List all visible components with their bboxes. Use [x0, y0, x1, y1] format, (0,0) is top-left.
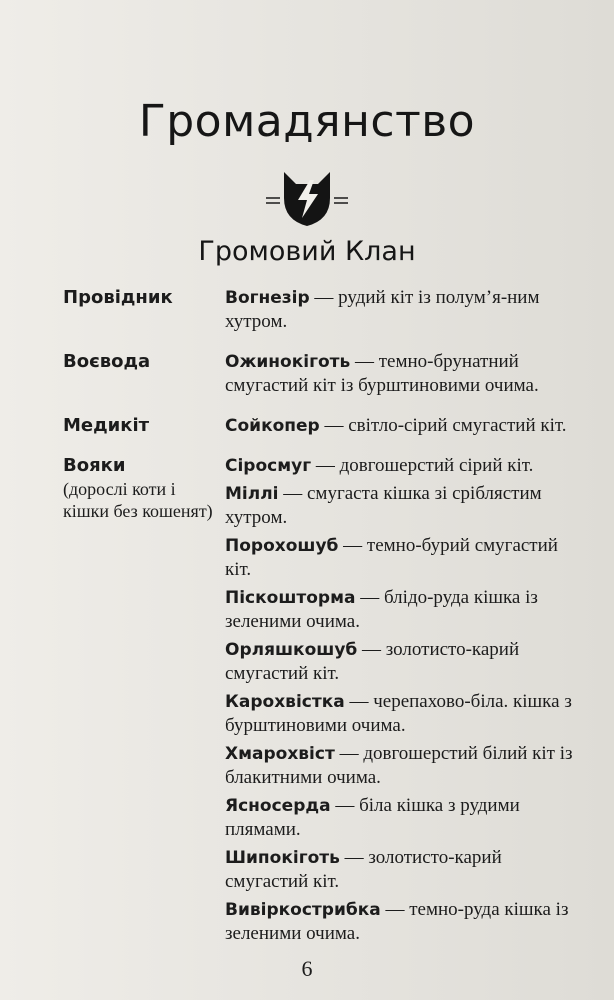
member-description: — рудий кіт із полум’я-ним хутром.: [225, 287, 540, 332]
page-number: 6: [301, 956, 313, 981]
member-name: Порохошуб: [225, 536, 339, 556]
member-name: Хмарохвіст: [225, 744, 335, 764]
members-list: [225, 286, 583, 338]
member-description: — темно-брунатний смугастий кіт із бурштиновими очима.: [225, 351, 539, 396]
member-description: — золотисто-карий смугастий кіт.: [225, 639, 520, 684]
member-description: — світло-сірий смугастий кіт.: [324, 415, 567, 436]
member-name: Ожинокіготь: [225, 352, 351, 372]
member-description: — блідо-руда кішка із зеленими очима.: [225, 587, 538, 632]
role-row-deputy: [63, 350, 583, 402]
thunderclan-cat-lightning-icon: [266, 168, 348, 228]
member-description: — темно-бурий смугастий кіт.: [225, 535, 558, 580]
member-description: — біла кішка з рудими плямами.: [225, 795, 520, 840]
members-list: [225, 414, 583, 442]
members-list: [225, 350, 583, 402]
member-entry: [225, 286, 583, 334]
role-row-warriors: [63, 454, 583, 950]
member-name: Вогнезір: [225, 288, 310, 308]
role-row-leader: [63, 286, 583, 338]
role-row-medicine-cat: [63, 414, 583, 442]
member-entry: [225, 350, 583, 398]
member-name: Ясносерда: [225, 796, 331, 816]
clan-name: Громовий Клан: [198, 236, 416, 267]
member-entry: [225, 742, 583, 790]
member-name: Сойкопер: [225, 416, 320, 436]
member-name: Піскошторма: [225, 588, 356, 608]
member-name: Шипокіготь: [225, 848, 340, 868]
member-description: — темно-руда кішка із зеленими очима.: [225, 899, 569, 944]
member-name: Карохвістка: [225, 692, 345, 712]
member-description: — золотисто-карий смугастий кіт.: [225, 847, 502, 892]
role-label-text: Вояки: [63, 455, 126, 476]
member-entry: [225, 482, 583, 530]
role-note: (дорослі коти і кішки без кошенят): [63, 479, 213, 521]
member-description: — черепахово-біла. кішка з бурштиновими очима.: [225, 691, 572, 736]
role-label: Воєвода: [63, 351, 151, 372]
member-entry: [225, 414, 583, 438]
member-name: Сіросмуг: [225, 456, 312, 476]
role-label: [63, 454, 225, 950]
member-name: Вивіркострибка: [225, 900, 381, 920]
member-entry: [225, 454, 583, 478]
member-entry: [225, 534, 583, 582]
member-description: — смугаста кішка зі сріблястим хутром.: [225, 483, 542, 528]
member-name: Орляшкошуб: [225, 640, 358, 660]
role-label: Медикіт: [63, 415, 150, 436]
member-entry: [225, 794, 583, 842]
member-entry: [225, 638, 583, 686]
member-description: — довгошерстий сірий кіт.: [315, 455, 534, 476]
member-description: — довгошерстий білий кіт із блакитними очима.: [225, 743, 573, 788]
member-entry: [225, 898, 583, 946]
members-list: [225, 454, 583, 950]
page-title: Громадянство: [138, 96, 476, 147]
member-name: Міллі: [225, 484, 279, 504]
member-entry: [225, 586, 583, 634]
role-label: Провідник: [63, 287, 173, 308]
member-entry: [225, 690, 583, 738]
allegiances-list: [63, 286, 583, 962]
member-entry: [225, 846, 583, 894]
